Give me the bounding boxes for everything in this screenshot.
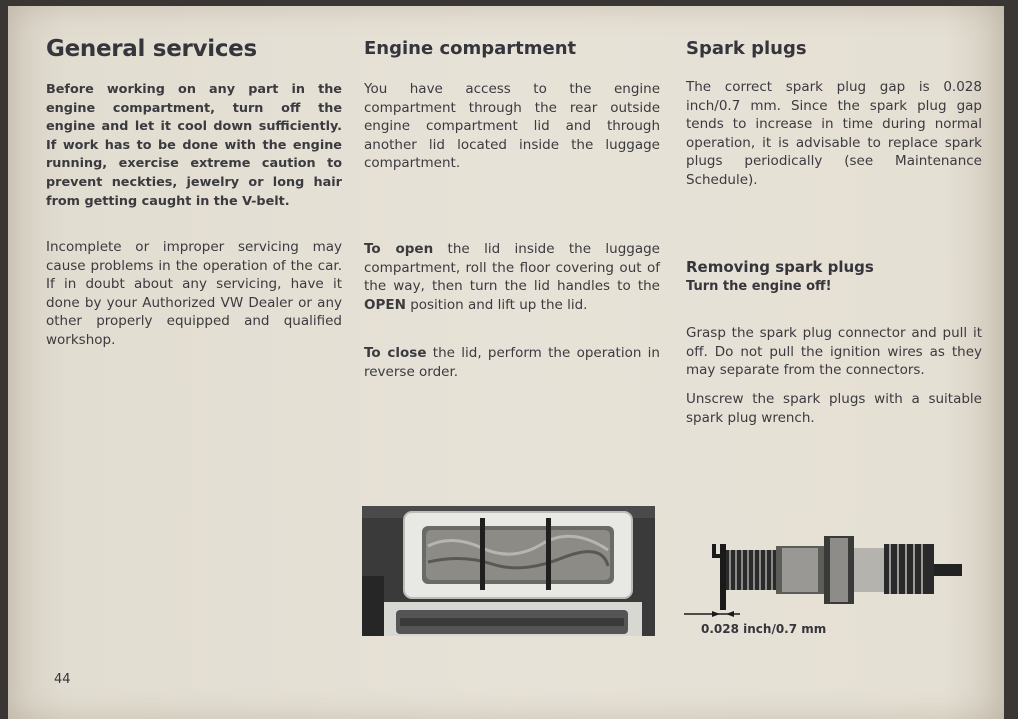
open-text-a: the lid inside the luggage compartment, roll the floor covering out of the way, then turn the lid handles to the: [364, 241, 660, 295]
engine-warning-text: Before working on any part in the engine compartment, turn off the engine and let it cool down sufficiently. If work has to be done with the engine running, exercise extreme caution to prevent neckties, jewelry or long hair from getting caught in the V-belt.: [46, 82, 342, 209]
open-text-b: position and lift up the lid.: [405, 296, 588, 313]
removing-spark-plugs-title: Removing spark plugs: [686, 258, 874, 276]
engine-lid-photo: [362, 506, 655, 636]
spark-plug-gap-caption: 0.028 inch/0.7 mm: [701, 622, 827, 636]
close-text: the lid, perform the operation in reverse order.: [364, 345, 660, 380]
spark-plugs-title: Spark plugs: [686, 38, 807, 59]
general-services-title: General services: [46, 36, 257, 62]
servicing-paragraph: Incomplete or improper servicing may cause problems in the operation of the car. If in doubt about any servicing, have it done by your Authorized VW Dealer or any other properly equipped and qualified workshop.: [46, 239, 342, 348]
spark-plug-gap-paragraph: The correct spark plug gap is 0.028 inch/0.7 mm. Since the spark plug gap tends to increase in time during normal operation, it is advisable to replace spark plugs periodically (see Maintenance Schedule).: [686, 79, 982, 188]
to-close-label: To close: [364, 345, 427, 361]
manual-page: [8, 6, 1004, 719]
spark-plug-diagram: [678, 526, 978, 624]
to-open-label: To open: [364, 241, 434, 257]
engine-compartment-title: Engine compartment: [364, 38, 577, 59]
open-keyword: OPEN: [364, 296, 406, 313]
unscrew-paragraph: Unscrew the spark plugs with a suitable spark plug wrench.: [686, 391, 982, 426]
engine-access-paragraph: You have access to the engine compartment through the rear outside engine compartment lid and through another lid located inside the luggage compartment.: [364, 81, 660, 172]
engine-off-warning: Turn the engine off!: [686, 279, 832, 294]
open-lid-paragraph: [364, 240, 660, 314]
close-lid-paragraph: [364, 344, 660, 381]
page-number: 44: [54, 672, 71, 687]
connector-paragraph: Grasp the spark plug connector and pull it off. Do not pull the ignition wires as they may separate from the connectors.: [686, 325, 982, 379]
